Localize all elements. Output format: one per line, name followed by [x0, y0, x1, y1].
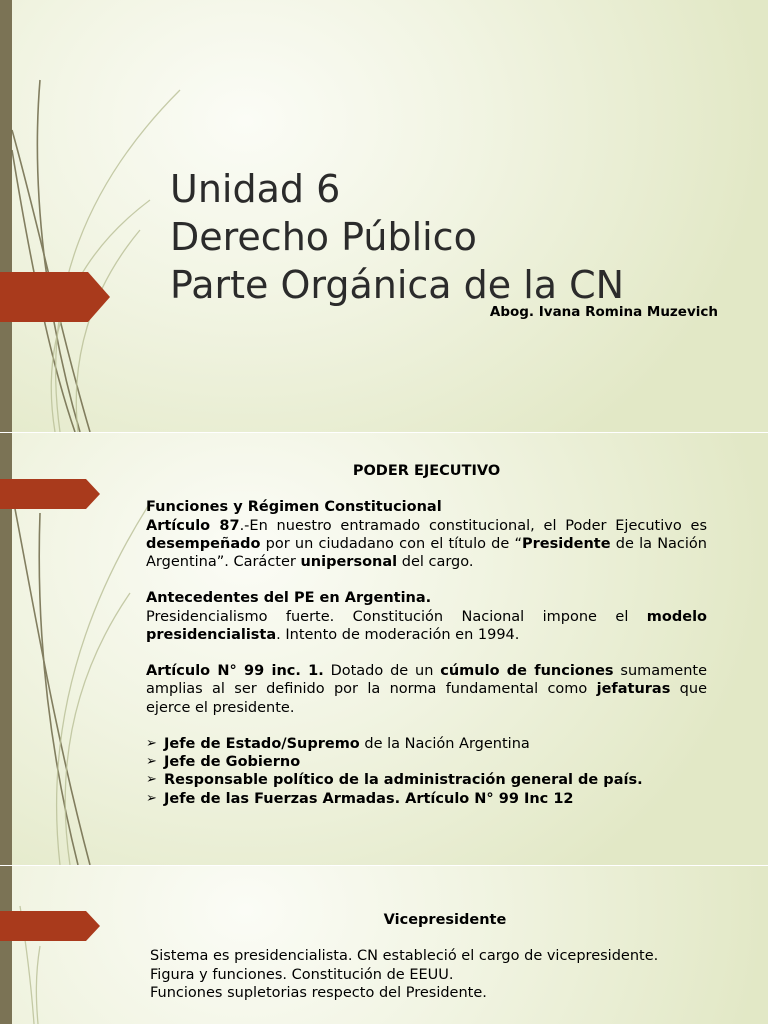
arrow-bullet-icon: ➢ [146, 790, 157, 806]
author-name: Abog. Ivana Romina Muzevich [489, 304, 718, 320]
list-item: ➢ Jefe de las Fuerzas Armadas. Artículo N° 99 Inc 12 [146, 790, 574, 807]
list-item: ➢ Jefe de Gobierno [146, 754, 301, 771]
section-heading: Vicepresidente [383, 912, 507, 928]
antecedentes-paragraph: Presidencialismo fuerte. Constitución Nacional impone el modelo presidencialista. Intento de moderación en 1994. [146, 608, 707, 643]
arrow-bullet-icon: ➢ [146, 754, 157, 770]
list-item: ➢ Responsable político de la administración general de país. [146, 772, 643, 789]
title-line-2: Derecho Público [170, 215, 477, 259]
slide-body [146, 462, 707, 808]
articulo-87-paragraph: Artículo 87.-En nuestro entramado constitucional, el Poder Ejecutivo es desempeñado por un ciudadano con el título de “Presidente de la Nación Argentina”. Carácter unipersonal del cargo. [146, 517, 707, 570]
title-line-3: Parte Orgánica de la CN [170, 263, 625, 307]
red-arrow-marker [0, 272, 110, 322]
subsection-title: Antecedentes del PE en Argentina. [146, 590, 432, 607]
articulo-99-paragraph: Artículo N° 99 inc. 1. Dotado de un cúmulo de funciones sumamente amplias al ser definido por la norma fundamental como jefaturas que ejerce el presidente. [146, 663, 707, 716]
list-item: ➢ Jefe de Estado/Supremo de la Nación Argentina [146, 735, 530, 752]
red-arrow-marker [0, 911, 100, 941]
arrow-bullet-icon: ➢ [146, 772, 157, 788]
body-line: Sistema es presidencialista. CN estableció el cargo de vicepresidente. [150, 948, 659, 965]
section-heading: PODER EJECUTIVO [352, 463, 501, 479]
arrow-bullet-icon: ➢ [146, 735, 157, 751]
subsection-title: Funciones y Régimen Constitucional [146, 499, 442, 516]
slide-body [150, 911, 740, 1002]
slide-title [0, 0, 768, 432]
title-line-1: Unidad 6 [170, 167, 341, 211]
slide-title-heading [170, 165, 624, 309]
slide-poder-ejecutivo [0, 433, 768, 865]
body-line: Figura y funciones. Constitución de EEUU. [150, 966, 454, 983]
body-line: Funciones supletorias respecto del Presidente. [150, 984, 487, 1001]
jefaturas-list [146, 735, 707, 808]
red-arrow-marker [0, 479, 100, 509]
slide-vicepresidente [0, 866, 768, 1024]
